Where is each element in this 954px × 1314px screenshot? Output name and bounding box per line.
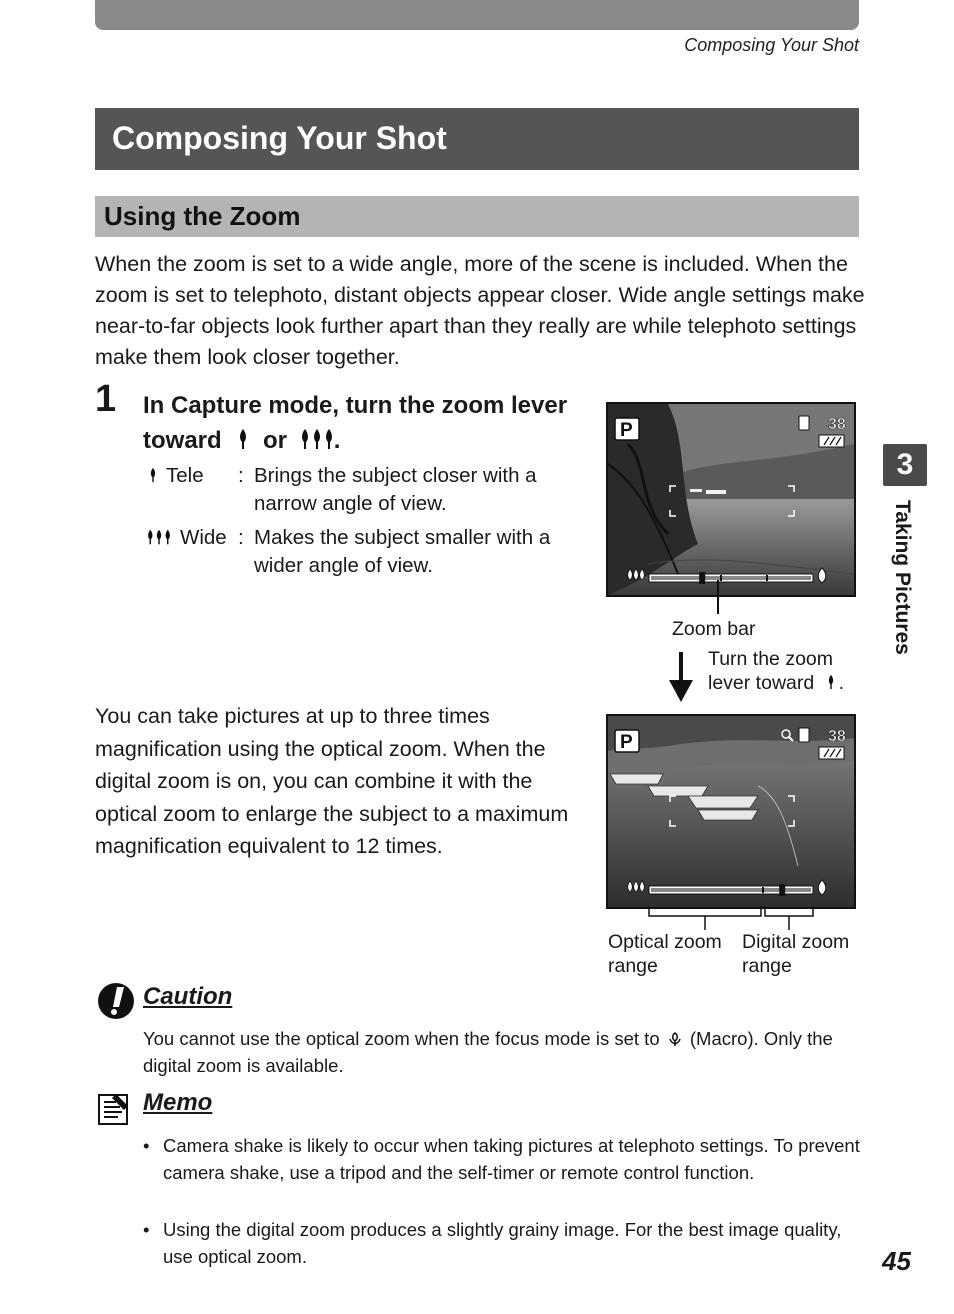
memo-bullet — [143, 1216, 863, 1272]
bullet-dot: • — [143, 1219, 150, 1240]
zoom-position-marker — [779, 884, 785, 896]
macro-flower-icon — [665, 1028, 685, 1049]
definition-wide — [144, 524, 588, 584]
zoom-wide-icon — [628, 881, 645, 892]
page-number: 45 — [882, 1246, 911, 1276]
zoom-bar-leader-line — [717, 580, 719, 614]
mode-p-label: P — [620, 420, 633, 441]
camera-screen-wide — [606, 402, 856, 597]
caution-text — [143, 1025, 863, 1079]
zoom-bar-label: Zoom bar — [672, 618, 756, 640]
caution-icon — [97, 982, 135, 1020]
bullet-dot: • — [143, 1135, 150, 1156]
step-number: 1 — [95, 378, 117, 420]
definition-term-label: Tele — [166, 464, 204, 487]
battery-icon — [819, 747, 844, 759]
header-bar — [95, 0, 859, 30]
section-title: Composing Your Shot — [112, 120, 447, 156]
optical-zoom-range-label — [608, 930, 722, 978]
digital-zoom-line2: range — [742, 955, 792, 977]
step-heading-end: . — [333, 427, 341, 454]
wide-icon — [294, 427, 334, 454]
subsection-title-bar — [95, 196, 859, 237]
tele-icon — [228, 427, 256, 454]
running-head: Composing Your Shot — [684, 35, 859, 55]
sd-card-icon — [799, 728, 809, 742]
zoom-range-brackets — [647, 906, 822, 932]
shots-remaining: 38 — [828, 416, 846, 433]
section-title-bar — [95, 108, 859, 170]
caution-text-after: (Macro). Only the digital zoom is available. — [143, 1028, 833, 1076]
zoom-wide-icon — [628, 569, 645, 580]
memo-icon — [98, 1092, 130, 1126]
optical-zoom-line2: range — [608, 955, 658, 977]
memo-bullet-text: Using the digital zoom produces a slightly grainy image. For the best image quality, use optical zoom. — [163, 1219, 842, 1267]
definition-colon: : — [238, 526, 244, 549]
digital-zoom-range-label — [742, 930, 849, 978]
magnification-paragraph: You can take pictures at up to three times magnification using the optical zoom. When the digital zoom is on, you can combine it with the optical zoom to enlarge the subject to a maximum magnification equivalent to 12 times. — [95, 704, 569, 858]
optical-zoom-line1: Optical zoom — [608, 931, 722, 953]
caution-title: Caution — [143, 983, 233, 1010]
turn-lever-line2-text: lever toward — [708, 672, 815, 694]
memo-bullet-text: Camera shake is likely to occur when taking pictures at telephoto settings. To prevent camera shake, use a tripod and the self-timer or remote control function. — [163, 1135, 860, 1183]
zoom-position-marker — [699, 572, 705, 584]
intro-paragraph: When the zoom is set to a wide angle, more of the scene is included. When the zoom is set to telephoto, distant objects appear closer. Wide angle settings make near-to-far objects look further apart than they really are while telephoto settings make them look closer together. — [95, 252, 865, 369]
chapter-name-side — [880, 500, 920, 700]
step-heading-text: In Capture mode, turn the zoom lever toward — [143, 392, 568, 454]
definition-term-tele — [148, 462, 204, 490]
turn-lever-line1: Turn the zoom — [708, 648, 833, 670]
sd-card-icon — [799, 416, 809, 430]
chapter-number-tab: 3 — [883, 444, 927, 486]
subsection-title: Using the Zoom — [104, 201, 301, 231]
definition-desc: Makes the subject smaller with a wider angle of view. — [254, 526, 551, 577]
mode-p-label: P — [620, 732, 633, 753]
memo-title: Memo — [143, 1089, 213, 1116]
definition-tele — [148, 462, 588, 522]
turn-lever-text — [708, 647, 844, 695]
digital-zoom-line1: Digital zoom — [742, 931, 850, 953]
step-heading-or: or — [263, 427, 288, 454]
turn-lever-line2 — [708, 671, 844, 695]
definition-term-wide — [144, 524, 227, 552]
chapter-name: Taking Pictures — [891, 500, 914, 655]
step-heading — [143, 388, 583, 458]
definition-desc: Brings the subject closer with a narrow angle of view. — [254, 464, 537, 515]
definition-term-label: Wide — [180, 526, 227, 549]
tele-icon — [820, 672, 839, 694]
turn-lever-end: . — [838, 672, 845, 694]
definition-colon: : — [238, 464, 244, 487]
camera-screen-tele — [606, 714, 856, 909]
memo-bullet — [143, 1132, 863, 1214]
down-arrow-icon — [669, 652, 693, 702]
battery-icon — [819, 435, 844, 447]
shots-remaining: 38 — [828, 728, 846, 745]
caution-text-before: You cannot use the optical zoom when the focus mode is set to — [143, 1028, 660, 1049]
